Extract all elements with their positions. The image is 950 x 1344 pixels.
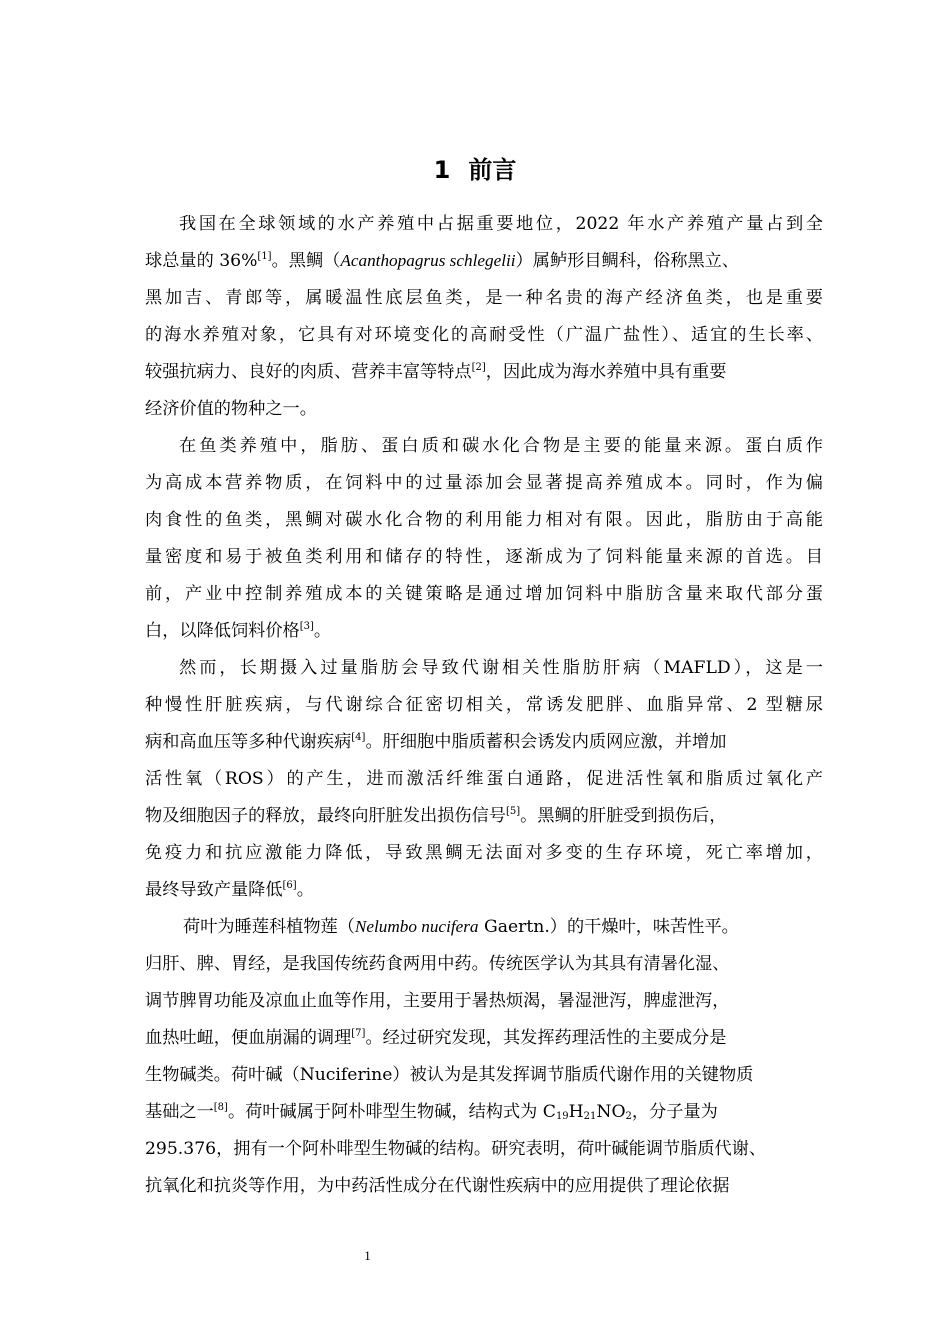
paragraph-2-line-4: 量密度和易于被鱼类利用和储存的特性，逐渐成为了饲料能量来源的首选。目 <box>145 547 823 567</box>
paragraph-2-line-5: 前，产业中控制养殖成本的关键策略是通过增加饲料中脂肪含量来取代部分蛋 <box>145 584 823 604</box>
paragraph-1-line-3: 黑加吉、青郎等，属暖温性底层鱼类，是一种名贵的海产经济鱼类，也是重要 <box>145 288 823 308</box>
text-run: 基础之一 <box>145 1102 214 1122</box>
paragraph-4-line-1 <box>183 915 739 939</box>
paragraph-1-line-6: 经济价值的物种之一。 <box>145 399 317 419</box>
text-run: 。肝细胞中脂质蓄积会诱发内质网应激，并增加 <box>365 732 727 752</box>
citation-6[interactable]: [6] <box>282 880 297 891</box>
paragraph-3-line-5 <box>145 804 726 828</box>
citation-1[interactable]: [1] <box>257 251 272 262</box>
text-run: NO <box>596 1102 626 1122</box>
text-run: 。黑鲷的肝脏受到损伤后， <box>520 806 727 826</box>
paragraph-3-line-7 <box>145 878 314 902</box>
paragraph-3-line-4: 活性氧（ROS）的产生，进而激活纤维蛋白通路，促进活性氧和脂质过氧化产 <box>145 769 823 789</box>
citation-3[interactable]: [3] <box>299 621 314 632</box>
formula-subscript: 19 <box>555 1111 569 1122</box>
paragraph-3-line-1: 然而，长期摄入过量脂肪会导致代谢相关性脂肪肝病（MAFLD），这是一 <box>179 658 823 678</box>
paragraph-4-line-2: 归肝、脾、胃经，是我国传统药食两用中药。传统医学认为其具有清暑化湿、 <box>145 954 730 974</box>
citation-2[interactable]: [2] <box>471 362 486 373</box>
text-run: 。 <box>296 880 314 900</box>
text-run: 。黑鲷（ <box>271 251 341 271</box>
text-run: 白，以降低饲料价格 <box>145 621 300 641</box>
paragraph-3-line-2: 种慢性肝脏疾病，与代谢综合征密切相关，常诱发肥胖、血脂异常、2 型糖尿 <box>145 695 823 715</box>
paragraph-1-line-2 <box>145 249 739 273</box>
text-run: 。荷叶碱属于阿朴啡型生物碱，结构式为 C <box>227 1102 556 1122</box>
text-run: 血热吐衄，便血崩漏的调理 <box>145 1028 352 1048</box>
paragraph-2-line-1: 在鱼类养殖中，脂肪、蛋白质和碳水化合物是主要的能量来源。蛋白质作 <box>179 436 823 456</box>
paragraph-3-line-6: 免疫力和抗应激能力降低，导致黑鲷无法面对多变的生存环境，死亡率增加， <box>145 843 823 863</box>
text-run: 最终导致产量降低 <box>145 880 283 900</box>
text-run: 荷叶为睡莲科植物莲（ <box>183 917 355 937</box>
text-run: H <box>568 1102 584 1122</box>
paragraph-4-line-3: 调节脾胃功能及凉血止血等作用，主要用于暑热烦渴，暑湿泄泻，脾虚泄泻， <box>145 991 730 1011</box>
paragraph-2-line-6 <box>145 619 331 643</box>
text-run: 球总量的 36% <box>145 251 258 271</box>
paragraph-2-line-2: 为高成本营养物质，在饲料中的过量添加会显著提高养殖成本。同时，作为偏 <box>145 473 823 493</box>
paragraph-4-line-4 <box>145 1026 726 1050</box>
text-run: 物及细胞因子的释放，最终向肝脏发出损伤信号 <box>145 806 506 826</box>
paragraph-3-line-3 <box>145 730 726 754</box>
paragraph-2-line-3: 肉食性的鱼类，黑鲷对碳水化合物的利用能力相对有限。因此，脂肪由于高能 <box>145 510 823 530</box>
citation-4[interactable]: [4] <box>351 732 366 743</box>
formula-subscript: 21 <box>583 1111 597 1122</box>
paragraph-1-line-5 <box>145 360 726 384</box>
section-number: 1 <box>433 156 451 184</box>
text-run: Gaertn.）的干燥叶，味苦性平。 <box>478 917 739 937</box>
paragraph-1-line-1: 我国在全球领域的水产养殖中占据重要地位，2022 年水产养殖产量占到全 <box>179 214 823 234</box>
section-heading <box>0 150 950 185</box>
paragraph-4-line-6 <box>145 1100 718 1124</box>
text-run: ，因此成为海水养殖中具有重要 <box>485 362 727 382</box>
text-run: ，分子量为 <box>631 1102 718 1122</box>
text-run: 病和高血压等多种代谢疾病 <box>145 732 352 752</box>
citation-8[interactable]: [8] <box>213 1102 228 1113</box>
paragraph-4-line-8: 抗氧化和抗炎等作用，为中药活性成分在代谢性疾病中的应用提供了理论依据 <box>145 1176 730 1196</box>
formula-subscript: 2 <box>625 1111 632 1122</box>
paragraph-1-line-4: 的海水养殖对象，它具有对环境变化的高耐受性（广温广盐性）、适宜的生长率、 <box>145 325 823 345</box>
species-name-lotus: Nelumbo nucifera <box>354 917 479 936</box>
citation-5[interactable]: [5] <box>505 806 521 817</box>
text-run: 。 <box>313 621 332 641</box>
paragraph-4-line-5: 生物碱类。荷叶碱（Nuciferine）被认为是其发挥调节脂质代谢作用的关键物质 <box>145 1065 754 1085</box>
paragraph-4-line-7: 295.376，拥有一个阿朴啡型生物碱的结构。研究表明，荷叶碱能调节脂质代谢、 <box>145 1139 767 1159</box>
text-run: 。经过研究发现，其发挥药理活性的主要成分是 <box>365 1028 727 1048</box>
section-title: 前言 <box>468 156 517 184</box>
species-name-black-seabream: Acanthopagrus schlegelii <box>340 251 516 270</box>
page-number: 1 <box>364 1248 371 1263</box>
text-run: 较强抗病力、良好的肉质、营养丰富等特点 <box>145 362 472 382</box>
citation-7[interactable]: [7] <box>351 1028 366 1039</box>
text-run: ）属鲈形目鲷科，俗称黑立、 <box>515 251 740 271</box>
